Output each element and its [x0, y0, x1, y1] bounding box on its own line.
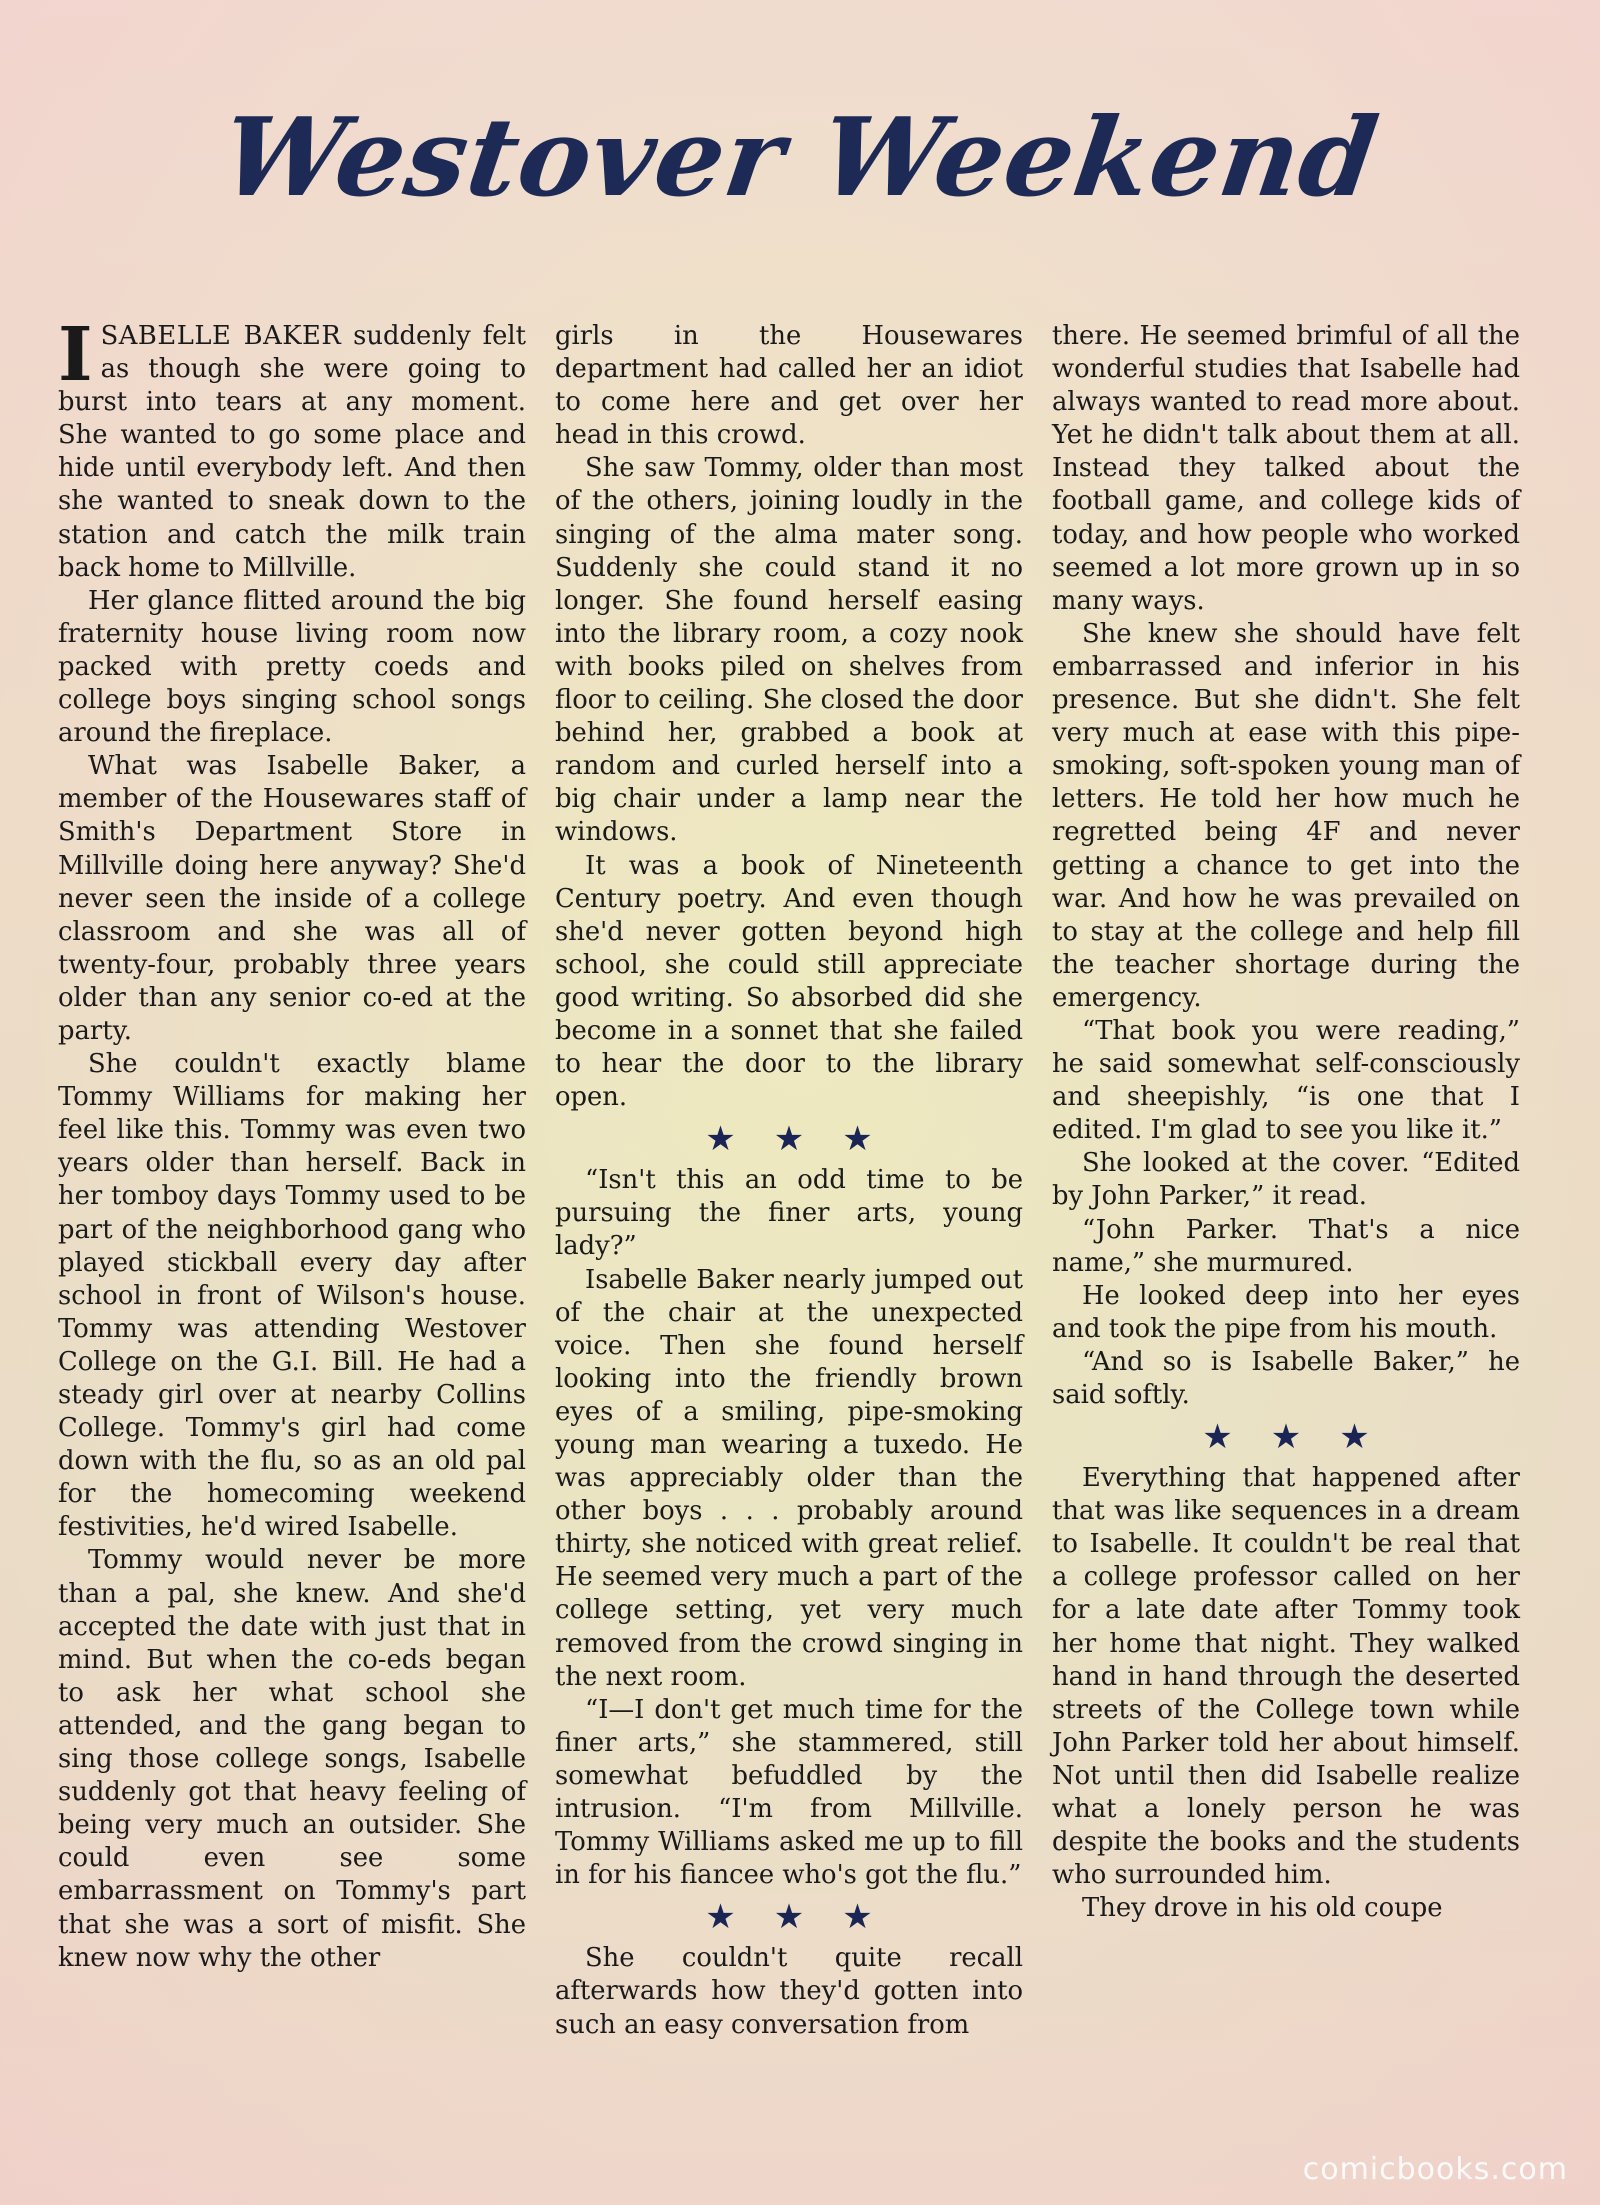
paragraph: They drove in his old coupe — [1082, 1893, 1443, 1924]
paragraph: She knew she should have felt embarrassed and inferior in his presence. But she didn't. She felt very much at ease with this pipe-smoking, soft-spoken young man of letters. He told her how much he regretted being 4F and never getting a chance to get into the war. And how he was prevailed on to stay at the college and help fill the teacher shortage during the emergency. — [1052, 618, 1520, 1013]
paragraph: She looked at the cover. “Edited by John Parker,” it read. — [1052, 1148, 1520, 1212]
text-column-1 — [58, 312, 526, 1975]
text-column-3 — [1052, 320, 1520, 1925]
paragraph: “That book you were reading,” he said somewhat self-consciously and sheepishly, “is one that I edited. I'm glad to see you like it.” — [1052, 1015, 1520, 1146]
paragraph: He looked deep into her eyes and took the pipe from his mouth. — [1052, 1280, 1520, 1344]
paragraph: She couldn't quite recall afterwards how they'd gotten into such an easy conversation from — [555, 1943, 1023, 2040]
paragraph: What was Isabelle Baker, a member of the Housewares staff of Smith's Department Store in Millville doing here anyway? She'd never seen the inside of a college classroom and she was all of twenty-four, probably three years older than any senior co-ed at the party. — [58, 751, 526, 1046]
text-column-2 — [555, 320, 1023, 2042]
paragraph: It was a book of Nineteenth Century poetry. And even though she'd never gotten beyond high school, she could still appreciate good writing. So absorbed did she become in a sonnet that she failed to hear the door to the library open. — [555, 850, 1023, 1113]
paragraph: Isabelle Baker nearly jumped out of the chair at the unexpected voice. Then she found herself looking into the friendly brown eyes of a smiling, pipe-smoking young man wearing a tuxedo. He was appreciably older than the other boys . . . probably around thirty, she noticed with great relief. He seemed very much a part of the college setting, yet very much removed from the crowd singing in the next room. — [555, 1264, 1023, 1692]
paragraph-text: suddenly felt as though she were going to burst into tears at any moment. She wanted to go some place and hide until everybody left. And then she wanted to sneak down to the station and catch the milk train back home to Millville. — [58, 321, 526, 583]
paragraph: “John Parker. That's a nice name,” she murmured. — [1052, 1214, 1520, 1278]
section-break-stars: ★★★ — [705, 1897, 911, 1938]
paragraph: She saw Tommy, older than most of the others, joining loudly in the singing of the alma mater song. Suddenly she could stand it no longer. She found herself easing into the library room, a cozy nook with books piled on shelves from floor to ceiling. She closed the door behind her, grabbed a book at random and curled herself into a big chair under a lamp near the windows. — [555, 453, 1023, 848]
section-break-stars: ★★★ — [705, 1119, 911, 1160]
paragraph: “Isn't this an odd time to be pursuing the finer arts, young lady?” — [555, 1165, 1023, 1262]
paragraph: “And so is Isabelle Baker,” he said softly. — [1052, 1346, 1520, 1410]
paragraph: girls in the Housewares department had called her an idiot to come here and get over her head in this crowd. — [555, 321, 1023, 451]
paragraph: Everything that happened after that was like sequences in a dream to Isabelle. It couldn't be real that a college professor called on her for a late date after Tommy took her home that night. They walked hand in hand through the deserted streets of the College town while John Parker told her about himself. Not until then did Isabelle realize what a lonely person he was despite the books and the students who surrounded him. — [1052, 1463, 1520, 1891]
paragraph: Her glance flitted around the big fraternity house living room now packed with pretty coeds and college boys singing school songs around the fireplace. — [58, 585, 526, 749]
story-title: Westover Weekend — [214, 95, 1386, 221]
site-watermark: comicbooks.com — [1302, 2152, 1568, 2187]
paragraph: there. He seemed brimful of all the wonderful studies that Isabelle had always wanted to read more about. Yet he didn't talk about them at all. Instead they talked about the football game, and college kids of today, and how people who worked seemed a lot more grown up in so many ways. — [1052, 321, 1520, 616]
section-break-stars: ★★★ — [1202, 1417, 1408, 1458]
paragraph: “I—I don't get much time for the finer arts,” she stammered, still somewhat befuddled by the intrusion. “I'm from Millville. Tommy Williams asked me up to fill in for his fiancee who's got the flu.” — [555, 1694, 1023, 1891]
drop-cap: I — [58, 312, 93, 398]
paragraph — [58, 312, 526, 585]
lead-in-caps: SABELLE BAKER — [100, 321, 342, 351]
paragraph: She couldn't exactly blame Tommy Williams for making her feel like this. Tommy was even two years older than herself. Back in her tomboy days Tommy used to be part of the neighborhood gang who played stickball every day after school in front of Wilson's house. Tommy was attending Westover College on the G.I. Bill. He had a steady girl over at nearby Collins College. Tommy's girl had come down with the flu, so as an old pal for the homecoming weekend festivities, he'd wired Isabelle. — [58, 1049, 526, 1543]
paragraph: Tommy would never be more than a pal, she knew. And she'd accepted the date with just that in mind. But when the co-eds began to ask her what school she attended, and the gang began to sing those college songs, Isabelle suddenly got that heavy feeling of being very much an outsider. She could even see some embarrassment on Tommy's part that she was a sort of misfit. She knew now why the other — [58, 1545, 526, 1973]
